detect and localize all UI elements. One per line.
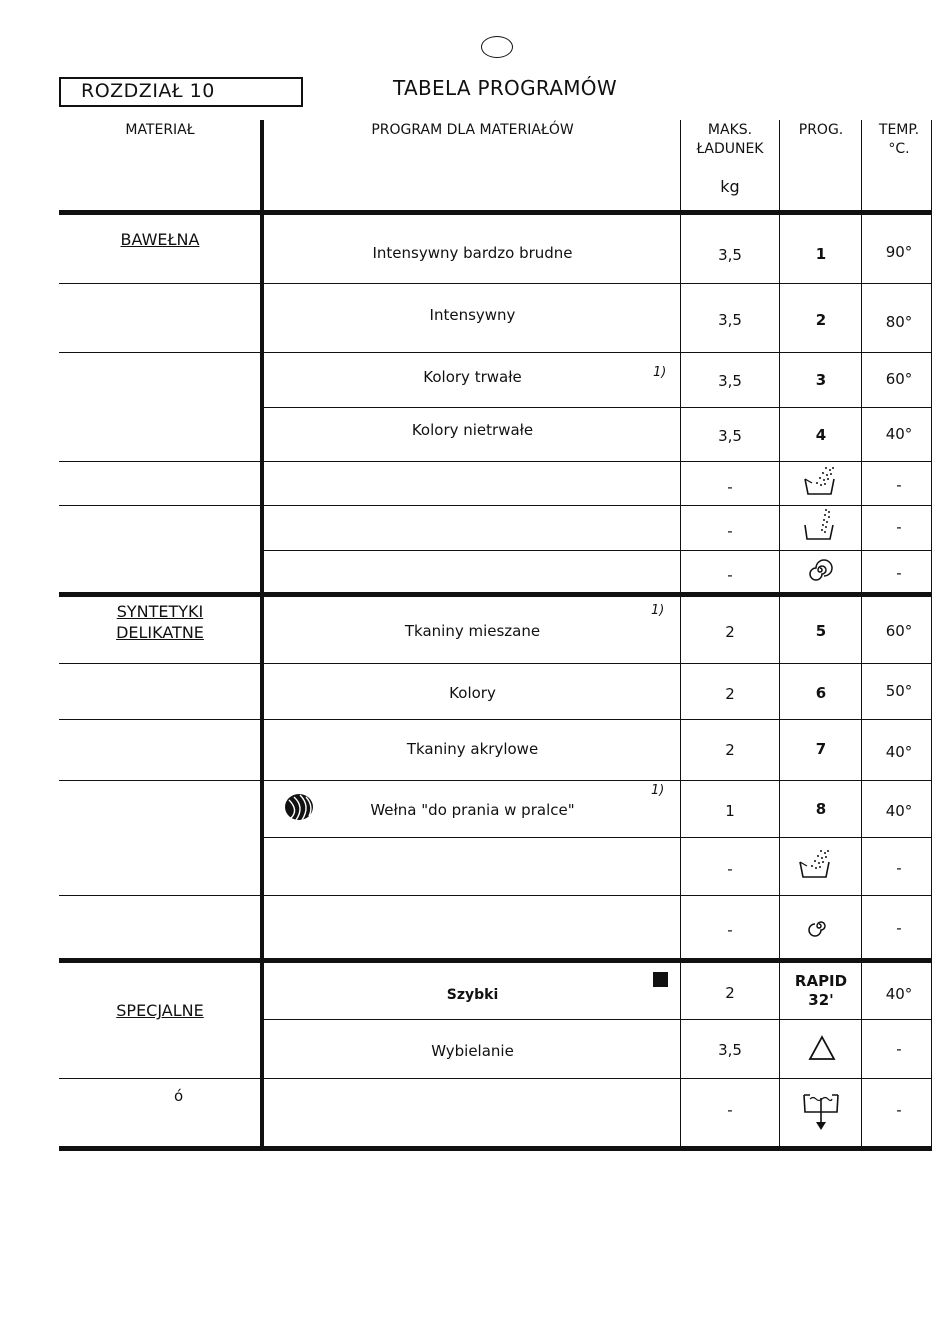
header-temp-line2: °C. [888, 141, 910, 157]
temperature: 60° [885, 370, 913, 388]
temperature: 40° [885, 743, 913, 761]
max-load: - [727, 1101, 733, 1119]
max-load: 3,5 [718, 1041, 742, 1059]
section-rule-bottom [59, 1146, 932, 1151]
program-number: 4 [815, 426, 827, 444]
row-rule [59, 719, 932, 720]
header-load-unit: kg [720, 177, 740, 196]
max-load: - [727, 566, 733, 584]
header-prog: PROG. [798, 122, 844, 138]
max-load: - [727, 860, 733, 878]
chapter-box [59, 77, 303, 107]
header-material: MATERIAŁ [125, 122, 195, 138]
max-load: 3,5 [718, 311, 742, 329]
header-temp-line1: TEMP. [878, 122, 920, 138]
max-load: 2 [725, 623, 735, 641]
page-title: TABELA PROGRAMÓW [393, 76, 617, 100]
stray-character: ó [174, 1087, 184, 1105]
temperature: - [896, 1040, 902, 1058]
temperature: - [896, 1101, 902, 1119]
program-rapid-label: RAPID [794, 972, 848, 990]
temperature: 40° [885, 802, 913, 820]
temperature: - [896, 476, 902, 494]
row-rule [264, 837, 932, 838]
temperature: 50° [885, 682, 913, 700]
language-oval-icon [481, 36, 513, 58]
program-number: 7 [815, 740, 827, 758]
temperature: - [896, 564, 902, 582]
program-number: 6 [815, 684, 827, 702]
max-load: 3,5 [718, 427, 742, 445]
program-number: 2 [815, 311, 827, 329]
temperature: - [896, 919, 902, 937]
max-load: - [727, 522, 733, 540]
row-rule [59, 283, 932, 284]
footnote-marker: 1) [651, 783, 665, 798]
row-rule [59, 780, 932, 781]
program-number: 1 [815, 245, 827, 263]
section-rule-special [59, 958, 932, 963]
rinse-icon [802, 465, 838, 497]
row-rule [59, 895, 932, 896]
program-rapid-time: 32' [808, 991, 834, 1009]
delicate-rinse-icon [802, 508, 836, 542]
section-rule-cotton [59, 210, 932, 215]
spin-icon [808, 558, 832, 582]
category-cotton: BAWEŁNA [120, 230, 200, 249]
temperature: 60° [885, 622, 913, 640]
row-rule [59, 663, 932, 664]
category-synthetic-line1: SYNTETYKI [116, 602, 204, 621]
program-name: Tkaniny mieszane [404, 622, 541, 640]
category-special: SPECJALNE [116, 1001, 204, 1020]
row-rule [264, 1019, 932, 1020]
header-load-line2: ŁADUNEK [696, 141, 764, 157]
section-rule-synthetic [59, 592, 932, 597]
max-load: 2 [725, 685, 735, 703]
max-load: - [727, 478, 733, 496]
program-name: Intensywny bardzo brudne [372, 244, 573, 262]
program-name: Wybielanie [431, 1042, 514, 1060]
row-rule [264, 550, 932, 551]
temperature: - [896, 859, 902, 877]
program-name: Kolory nietrwałe [411, 421, 534, 439]
rinse-icon [797, 848, 833, 880]
divider-material [260, 120, 264, 1150]
program-name: Szybki [446, 987, 499, 1003]
max-load: 2 [725, 984, 735, 1002]
program-number: 3 [815, 371, 827, 389]
temperature: 90° [885, 243, 913, 261]
temperature: 40° [885, 985, 913, 1003]
program-number: 5 [815, 622, 827, 640]
footnote-marker: 1) [651, 603, 665, 618]
program-number: 8 [815, 800, 827, 818]
temperature: 80° [885, 313, 913, 331]
header-program: PROGRAM DLA MATERIAŁÓW [371, 122, 574, 138]
temperature: 40° [885, 425, 913, 443]
gentle-spin-icon [808, 915, 830, 937]
temperature: - [896, 518, 902, 536]
row-rule [59, 352, 932, 353]
header-load-line1: MAKS. [707, 122, 753, 138]
max-load: 3,5 [718, 372, 742, 390]
program-name: Intensywny [429, 306, 516, 324]
program-name: Kolory [449, 684, 496, 702]
drain-icon [801, 1090, 841, 1132]
max-load: - [727, 921, 733, 939]
black-square-icon [653, 972, 668, 987]
row-rule [59, 1078, 932, 1079]
row-rule [264, 407, 932, 408]
program-name: Kolory trwałe [423, 368, 522, 386]
row-rule [59, 461, 932, 462]
max-load: 3,5 [718, 246, 742, 264]
footnote-marker: 1) [653, 365, 667, 380]
chapter-label: ROZDZIAŁ 10 [81, 80, 215, 102]
row-rule [59, 505, 932, 506]
max-load: 1 [725, 802, 735, 820]
max-load: 2 [725, 741, 735, 759]
program-name: Tkaniny akrylowe [406, 740, 539, 758]
program-name: Wełna "do prania w pralce" [370, 801, 575, 819]
category-synthetic-line2: DELIKATNE [116, 623, 204, 642]
bleach-triangle-icon [808, 1035, 836, 1061]
